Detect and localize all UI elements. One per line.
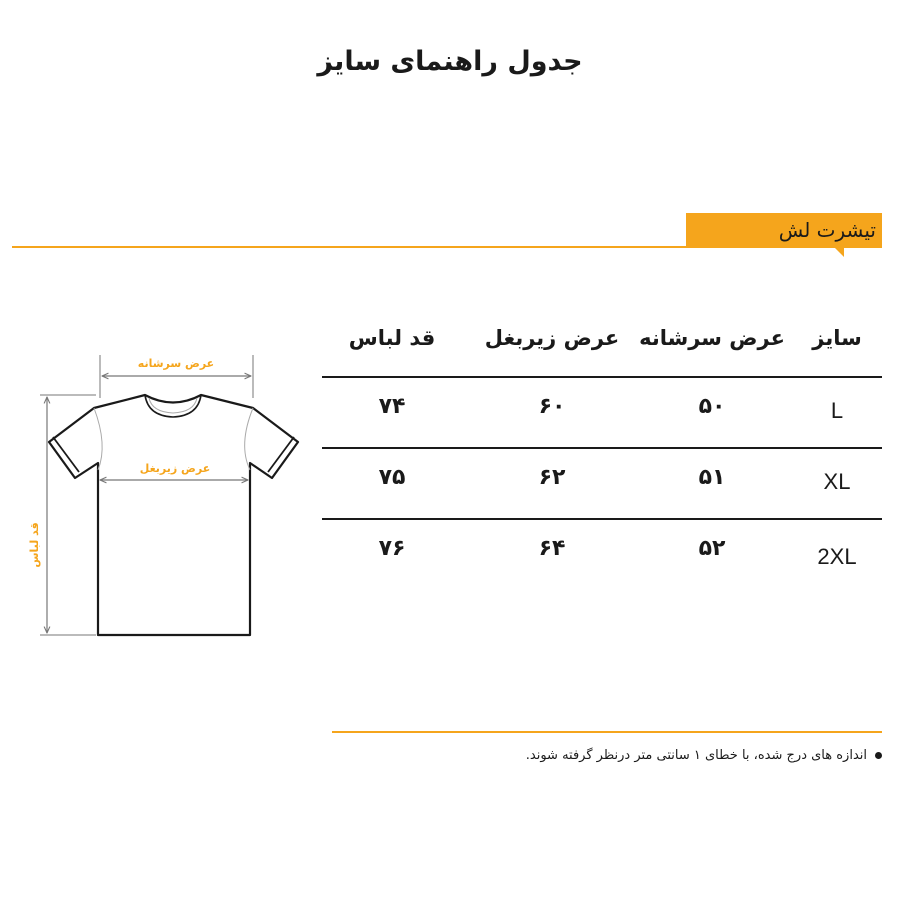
tshirt-outline (49, 395, 298, 635)
cell-size: XL (823, 469, 851, 494)
cell-length: ۷۶ (378, 536, 406, 561)
size-table (322, 318, 882, 589)
table-row (322, 447, 882, 518)
footnote (526, 748, 882, 763)
table-row (322, 376, 882, 447)
header-shoulder: عرض سرشانه (639, 326, 785, 350)
cell-size: L (830, 398, 844, 423)
table-row (322, 518, 882, 589)
footnote-text: اندازه های درج شده، با خطای ۱ سانتی متر درنظر گرفته شوند. (525, 748, 867, 763)
table-header (322, 318, 882, 376)
section-tag-label: تیشرت لش (778, 218, 876, 242)
header-length: قد لباس (348, 326, 436, 350)
cell-shoulder: ۵۱ (698, 465, 726, 490)
shoulder-width-label: عرض سرشانه (137, 357, 215, 370)
cell-armpit: ۶۰ (538, 394, 566, 419)
header-armpit: عرض زیربغل (484, 326, 620, 350)
cell-length: ۷۴ (378, 394, 406, 419)
cell-armpit: ۶۴ (538, 536, 566, 561)
section-tag (686, 213, 882, 247)
note-divider (332, 731, 882, 733)
armpit-width-label: عرض زیربغل (139, 462, 211, 475)
header-size: سایز (812, 326, 862, 350)
cell-armpit: ۶۲ (538, 465, 566, 490)
bullet-icon (875, 752, 882, 759)
length-label: قد لباس (28, 522, 41, 568)
cell-length: ۷۵ (378, 465, 406, 490)
page-title: جدول راهنمای سایز (317, 46, 583, 77)
cell-shoulder: ۵۲ (698, 536, 726, 561)
section-tag-tail (834, 247, 844, 257)
cell-size: 2XL (817, 544, 857, 569)
tshirt-diagram (20, 350, 320, 650)
cell-shoulder: ۵۰ (698, 394, 726, 419)
